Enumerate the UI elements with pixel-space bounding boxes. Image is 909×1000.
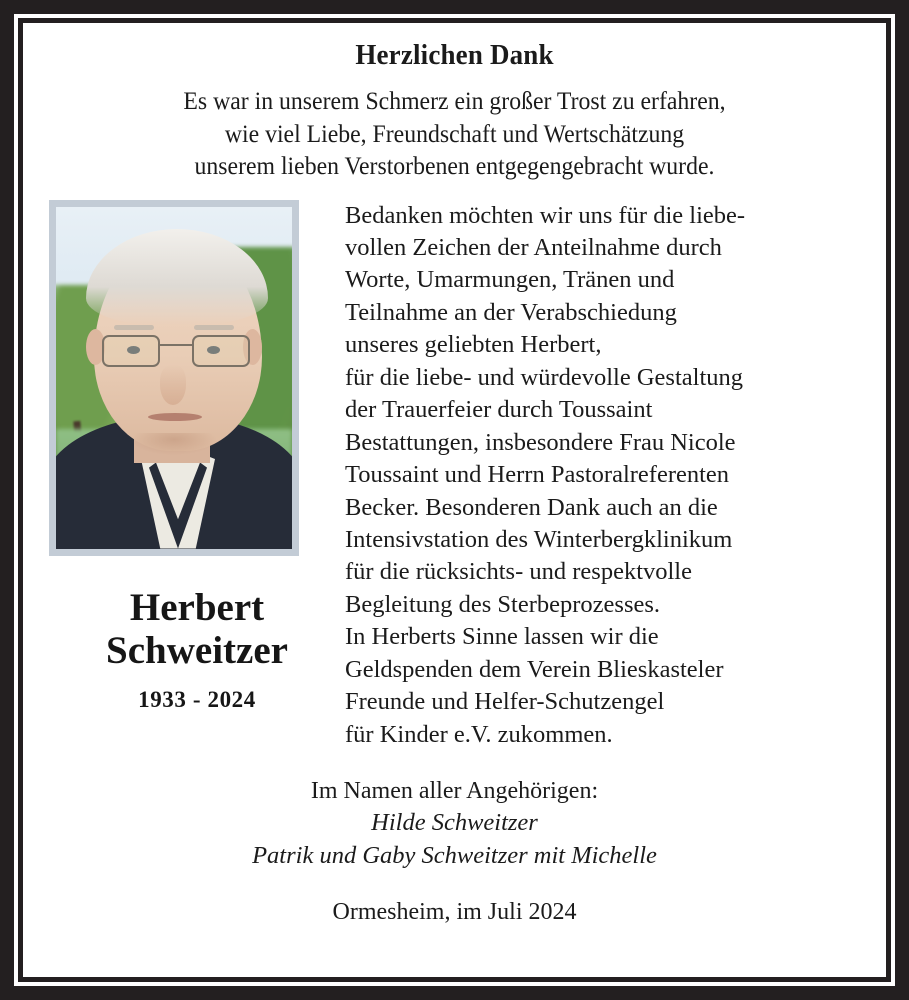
thanks-line: für die rücksichts- und respektvolle	[345, 558, 692, 586]
frame-inner-rule	[18, 18, 891, 982]
glasses-bridge	[160, 344, 192, 346]
glasses-shape	[98, 335, 254, 369]
thanks-line: In Herberts Sinne lassen wir die	[345, 623, 659, 651]
thanks-line: der Trauerfeier durch Toussaint	[345, 396, 653, 424]
family-name-line: Patrik und Gaby Schweitzer mit Michelle	[252, 842, 657, 870]
left-column	[23, 200, 345, 713]
body-area	[23, 200, 886, 752]
glasses-lens-right	[192, 335, 250, 367]
thanks-line: Becker. Besonderen Dank auch an die	[345, 493, 718, 521]
nose-shape	[160, 365, 186, 405]
thanks-line: vollen Zeichen der Anteilnahme durch	[345, 233, 722, 261]
deceased-dates: 1933 - 2024	[138, 686, 256, 712]
family-names	[49, 807, 860, 873]
thanks-line: Bestattungen, insbesondere Frau Nicole	[345, 428, 736, 456]
place-and-date: Ormesheim, im Juli 2024	[332, 899, 577, 926]
thanks-line: Bedanken möchten wir uns für die liebe-	[345, 201, 746, 229]
thanks-line: unseres geliebten Herbert,	[345, 331, 602, 359]
deceased-first-name: Herbert	[129, 585, 265, 629]
thanks-line: Worte, Umarmungen, Tränen und	[345, 266, 675, 294]
thanks-line: für Kinder e.V. zukommen.	[345, 720, 613, 748]
footer-block	[23, 775, 886, 926]
family-name-line: Hilde Schweitzer	[371, 809, 538, 837]
intro-line: wie viel Liebe, Freundschaft und Wertschätzung	[224, 120, 685, 148]
deceased-name	[49, 586, 345, 673]
mouth-shape	[148, 413, 202, 421]
page-title: Herzlichen Dank	[355, 39, 554, 71]
thanks-line: Intensivstation des Winterbergklinikum	[345, 526, 733, 554]
hair-shape	[86, 229, 268, 325]
header-block	[23, 23, 886, 184]
thanks-text-block	[345, 200, 886, 752]
deceased-last-name: Schweitzer	[106, 629, 288, 673]
thanks-line: Teilnahme an der Verabschiedung	[345, 298, 677, 326]
glasses-lens-left	[102, 335, 160, 367]
intro-paragraph	[69, 86, 839, 184]
intro-line: unserem lieben Verstorbenen entgegengebracht wurde.	[194, 153, 715, 180]
thanks-line: Begleitung des Sterbeprozesses.	[345, 590, 661, 618]
thanks-line: Geldspenden dem Verein Blieskasteler	[345, 655, 724, 683]
thanks-line: Toussaint und Herrn Pastoralreferenten	[345, 461, 730, 489]
on-behalf-line: Im Namen aller Angehörigen:	[310, 778, 599, 805]
portrait-frame	[49, 200, 299, 556]
thanks-line: Freunde und Helfer-Schutzengel	[345, 688, 665, 716]
thanks-line: für die liebe- und würdevolle Gestaltung	[345, 363, 744, 391]
portrait-photo	[56, 207, 292, 549]
chin-shadow-shape	[132, 433, 216, 455]
notice-canvas	[23, 23, 886, 977]
intro-line: Es war in unserem Schmerz ein großer Trost zu erfahren,	[183, 88, 726, 115]
eyebrow-left-shape	[114, 325, 154, 330]
eyebrow-right-shape	[194, 325, 234, 330]
frame-white-gap	[14, 14, 895, 986]
